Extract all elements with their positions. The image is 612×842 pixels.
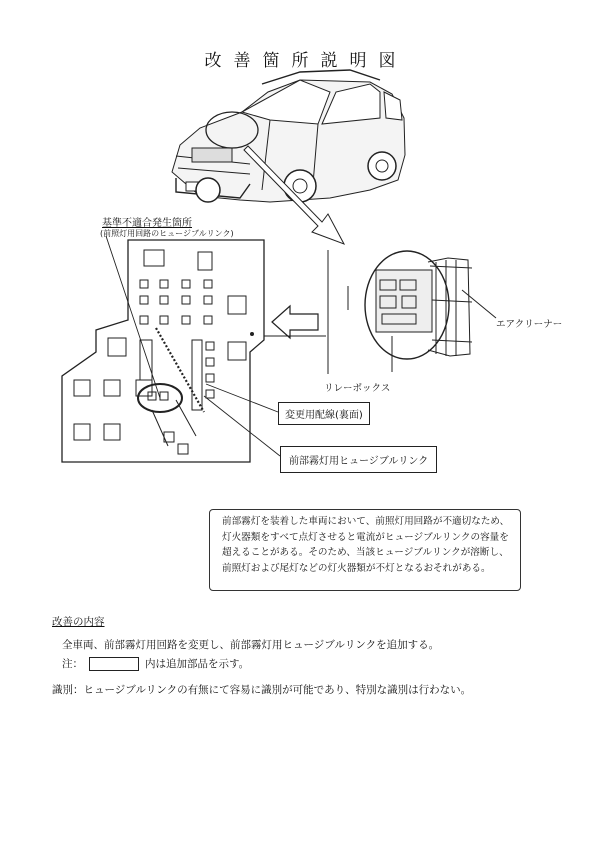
improvement-line: 全車両、前部霧灯用回路を変更し、前部霧灯用ヒュージブルリンクを追加する。 [62,639,440,651]
added-part-legend-box [89,657,139,671]
fuse-box-diagram [62,240,264,462]
note-prefix: 注： [62,658,83,670]
note-line [62,656,249,671]
changed-wiring-callout: 変更用配線(裏面) [278,402,370,425]
air-cleaner-label: エアクリーナー [496,319,563,330]
defect-location-sublabel: (前照灯用回路のヒュージブルリンク) [100,229,234,238]
page-title: 改善箇所説明図 [204,51,408,71]
note-suffix: 内は追加部品を示す。 [145,658,250,670]
identification-text: 識別：ヒュージブルリンクの有無にて容易に識別が可能であり、特別な識別は行わない。 [52,684,472,696]
relay-box-label: リレーボックス [324,383,391,394]
left-arrow [272,306,318,338]
vehicle-illustration [172,70,405,202]
improvement-heading: 改善の内容 [52,616,105,628]
fog-fusible-link-callout: 前部霧灯用ヒュージブルリンク [280,446,437,473]
defect-location-label: 基準不適合発生箇所 [102,218,192,229]
relay-box-detail [328,250,496,374]
defect-description: 前部霧灯を装着した車両において、前照灯用回路が不適切なため、灯火器類をすべて点灯させると電流がヒュージブルリンクの容量を超えることがある。そのため、当該ヒュージブルリンクが溶断し、前照灯および尾灯などの灯火器類が不灯となるおそれがある。 [209,509,521,591]
